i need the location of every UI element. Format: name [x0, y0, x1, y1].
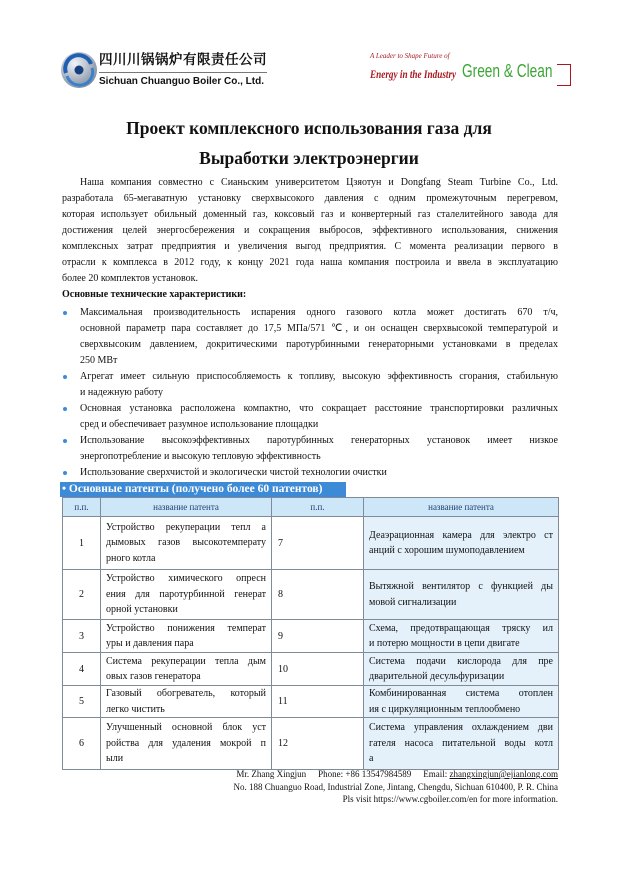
patent-name-line: дымовых газов высокотемперату: [106, 537, 266, 549]
bullet-dot-icon: [63, 311, 67, 315]
contact-line: [180, 768, 558, 781]
column-header-number-left: п.п.: [63, 498, 101, 517]
document-title-line-1: Проект комплексного использования газа для: [126, 118, 492, 138]
patent-name-line: Газовый обогреватель, который: [106, 688, 266, 699]
intro-paragraph: [62, 175, 558, 287]
patent-number: 4: [63, 653, 101, 686]
feature-item: [62, 401, 558, 433]
table-row: [63, 653, 559, 686]
patent-name-line: а: [369, 753, 374, 765]
patent-number: 7: [272, 517, 364, 570]
bullet-dot-icon: [63, 471, 67, 475]
feature-text-line: Максимальная производительность испарения одного газового котла может достигать 670 т/ч,: [80, 307, 558, 318]
patent-name-line: ения для паротурбинной генерат: [106, 588, 266, 600]
intro-line: более 20 комплектов установок.: [62, 273, 199, 284]
patent-name: [364, 517, 559, 570]
patent-name-line: дварительной десульфуризации: [369, 671, 505, 682]
patent-name: [364, 653, 559, 686]
patent-number: 12: [272, 718, 364, 770]
patent-name-line: овых газов генератора: [106, 671, 201, 682]
column-header-name-right: название патента: [364, 498, 559, 517]
feature-item: [62, 465, 558, 481]
features-list: [62, 305, 558, 481]
feature-text-line: и надежную работу: [80, 387, 164, 398]
patent-name-line: ройства для удаления мокрой п: [106, 737, 266, 749]
patents-table-header: [63, 498, 559, 517]
table-row: [63, 686, 559, 718]
patent-name-line: Комбинированная система отоплен: [369, 688, 553, 699]
patent-name: [364, 620, 559, 653]
column-header-name-left: название патента: [101, 498, 272, 517]
contact-phone: Phone: +86 13547984589: [318, 769, 412, 779]
patent-name-line: ыли: [106, 753, 124, 765]
patent-name: [101, 718, 272, 770]
table-row: [63, 570, 559, 620]
patent-name-line: гателя насоса питательной воды котл: [369, 737, 553, 749]
patent-name-line: легко чистить: [106, 703, 165, 715]
feature-text-line: сверхвысоким давлением, докритическими паротурбинными генераторными установками в пределах: [80, 339, 558, 350]
email-link[interactable]: zhangxingjun@ejianlong.com: [449, 769, 558, 779]
patent-name: [364, 718, 559, 770]
intro-line: разработала 65-мегаватную установку сверхвысокого давления с одним промежуточным перегревом,: [62, 193, 558, 204]
patents-section-banner: • Основные патенты (получено более 60 патентов): [60, 482, 346, 497]
patent-name-line: и потерю мощности в цепи двигате: [369, 638, 520, 649]
patent-name-line: орной установки: [106, 604, 178, 616]
patent-number: 1: [63, 517, 101, 570]
patent-name-line: рного котла: [106, 552, 156, 564]
patent-number: 11: [272, 686, 364, 718]
green-clean-tagline: Green & Clean: [462, 61, 553, 81]
patent-name-line: Устройство рекуперации тепл а: [106, 521, 266, 533]
patent-name-line: Улучшенный основной блок уст: [106, 722, 266, 734]
bullet-dot-icon: [63, 407, 67, 411]
patent-name-line: Устройство понижения температ: [106, 622, 266, 634]
intro-line: Наша компания совместно с Сианьским университетом Цзяотун и Dongfang Steam Turbine Co., Ltd.: [80, 177, 558, 188]
patent-name: [364, 570, 559, 620]
feature-text-line: основной параметр пара составляет до 17,5 МПа/571 ℃, и он оснащен сверхвысокой температурой и: [80, 323, 558, 334]
patent-name-line: ия с циркуляционным теплообмено: [369, 703, 521, 715]
slogan-bottom-line: Energy in the Industry: [370, 69, 457, 81]
features-heading: Основные технические характеристики:: [62, 289, 247, 300]
patent-number: 10: [272, 653, 364, 686]
patent-name-line: Схема, предотвращающая тряску ил: [369, 622, 553, 634]
contact-footer: [180, 768, 558, 806]
feature-text-line: сред и обеспечивает разумное использование площадки: [80, 419, 319, 430]
column-header-number-right: п.п.: [272, 498, 364, 517]
patent-name: [101, 570, 272, 620]
website-note: Pls visit https://www.cgboiler.com/en for more information.: [342, 794, 558, 804]
patent-name-line: Система подачи кислорода для пре: [369, 655, 553, 667]
table-row: [63, 718, 559, 770]
feature-text-line: Основная установка расположена компактно, что сокращает расстояние транспортировки различных: [80, 403, 558, 414]
patent-name-line: Устройство химического опресн: [106, 573, 266, 585]
patent-name-line: Система рекуперации тепла дым: [106, 655, 266, 667]
patent-name: [101, 653, 272, 686]
company-name-english: Sichuan Chuanguo Boiler Co., Ltd.: [99, 76, 264, 87]
patent-name: [101, 620, 272, 653]
table-row: [63, 517, 559, 570]
intro-line: достижения целей энергосбережения и сокращения выбросов, эффективного использования, снижения: [62, 225, 558, 236]
intro-line: комплексных затрат предприятия и увеличения выгод предприятия. С момента реализации первого в: [62, 241, 558, 252]
patent-name-line: мовой сигнализации: [369, 596, 457, 608]
feature-text-line: Агрегат имеет сильную приспособляемость к топливу, высокую эффективность сгорания, стабильную: [80, 371, 558, 382]
intro-line: которая использует обильный доменный газ, коксовый газ и конвертерный газ сталелитейного завода для: [62, 209, 558, 220]
feature-text-line: 250 МВт: [80, 355, 118, 366]
feature-item: [62, 369, 558, 401]
patent-number: 9: [272, 620, 364, 653]
table-row: [63, 620, 559, 653]
feature-item: [62, 305, 558, 369]
patent-number: 8: [272, 570, 364, 620]
patent-name: [364, 686, 559, 718]
patent-name: [101, 517, 272, 570]
document-title-line-2: Выработки электроэнергии: [199, 148, 419, 168]
patent-name-line: уры и давления пара: [106, 638, 194, 649]
patent-number: 3: [63, 620, 101, 653]
feature-text-line: Использование сверхчистой и экологически чистой технологии очистки: [80, 467, 387, 478]
chuanguo-boiler-logo-icon: [60, 51, 98, 89]
slogan-top-line: A Leader to Shape Future of: [370, 52, 450, 60]
intro-line: отрасли к комплекса в 2012 году, к концу 2021 года наша компания построила и ввела в эксплуатацию: [62, 257, 558, 268]
patent-name-line: Система управления охлаждением дви: [369, 722, 553, 734]
patent-name-line: Вытяжной вентилятор с функцией ды: [369, 581, 553, 592]
logo-sphere-icon: [60, 51, 98, 89]
company-name-divider: [99, 72, 267, 73]
bullet-dot-icon: [63, 375, 67, 379]
patent-name: [101, 686, 272, 718]
contact-person: Mr. Zhang Xingjun: [236, 769, 307, 779]
company-address: No. 188 Chuanguo Road, Industrial Zone, Jintang, Chengdu, Sichuan 610400, P. R. China: [233, 781, 558, 792]
company-name-chinese: 四川川锅锅炉有限责任公司: [99, 52, 267, 68]
email-label: Email:: [423, 769, 448, 779]
feature-item: [62, 433, 558, 465]
bullet-dot-icon: [63, 439, 67, 443]
patent-number: 5: [63, 686, 101, 718]
patent-name-line: Деаэрационная камера для электро ст: [369, 529, 553, 541]
patent-name-line: анций с хорошим шумоподавлением: [369, 545, 525, 556]
patent-number: 6: [63, 718, 101, 770]
feature-text-line: Использование высокоэффективных паротурбинных генераторных установок имеет низкое: [80, 435, 558, 446]
patents-table: [62, 497, 559, 770]
feature-text-line: энергопотребление и высокую тепловую эффективность: [80, 451, 321, 462]
tagline-bracket-icon: [557, 64, 571, 86]
patent-number: 2: [63, 570, 101, 620]
